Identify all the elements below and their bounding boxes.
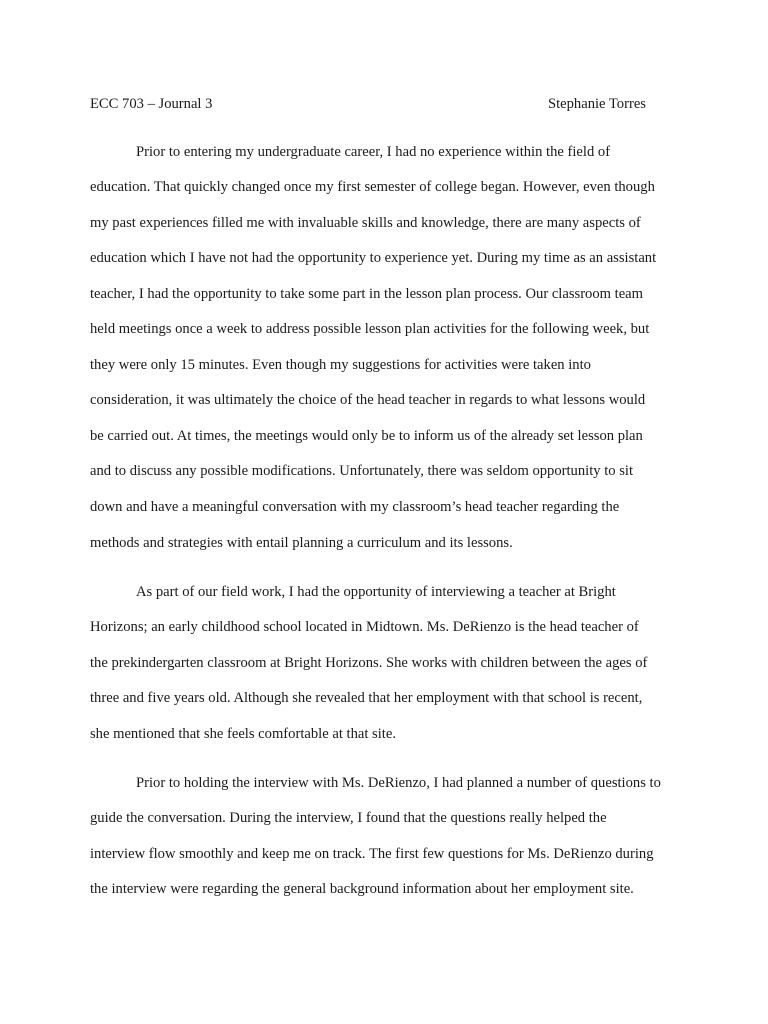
paragraph-1-line-9: be carried out. At times, the meetings would only be to inform us of the already set lesson plan [90, 428, 643, 444]
paragraph-2-line-1: As part of our field work, I had the opportunity of interviewing a teacher at Bright [136, 584, 616, 600]
author-name: Stephanie Torres [547, 96, 646, 112]
paragraph-1-line-12: methods and strategies with entail planning a curriculum and its lessons. [90, 535, 513, 551]
paragraph-1-line-2: education. That quickly changed once my first semester of college began. However, even though [90, 179, 655, 195]
paragraph-2-line-4: three and five years old. Although she revealed that her employment with that school is recent, [90, 690, 643, 706]
paragraph-1-line-4: education which I have not had the opportunity to experience yet. During my time as an assistant [90, 250, 657, 266]
paragraph-1-line-5: teacher, I had the opportunity to take some part in the lesson plan process. Our classroom team [90, 286, 644, 302]
paragraph-1-line-7: they were only 15 minutes. Even though my suggestions for activities were taken into [90, 357, 591, 373]
paragraph-1-line-1: Prior to entering my undergraduate career, I had no experience within the field of [136, 144, 611, 160]
course-journal-title: ECC 703 – Journal 3 [90, 96, 213, 112]
paragraph-1-line-6: held meetings once a week to address possible lesson plan activities for the following week, but [90, 321, 650, 337]
paragraph-1-line-11: down and have a meaningful conversation with my classroom’s head teacher regarding the [90, 499, 620, 515]
paragraph-3-line-4: the interview were regarding the general background information about her employment site. [90, 881, 634, 897]
document-header [90, 94, 646, 114]
paragraph-3-line-1: Prior to holding the interview with Ms. DeRienzo, I had planned a number of questions to [136, 775, 661, 791]
paragraph-1-line-10: and to discuss any possible modifications. Unfortunately, there was seldom opportunity to sit [90, 463, 633, 479]
paragraph-1-line-3: my past experiences filled me with invaluable skills and knowledge, there are many aspects of [90, 215, 641, 231]
paragraph-3-line-3: interview flow smoothly and keep me on track. The first few questions for Ms. DeRienzo during [90, 846, 654, 862]
paragraph-3-line-2: guide the conversation. During the interview, I found that the questions really helped the [90, 810, 607, 826]
paragraph-1-line-8: consideration, it was ultimately the choice of the head teacher in regards to what lessons would [90, 392, 646, 408]
paragraph-2-line-5: she mentioned that she feels comfortable at that site. [90, 726, 396, 742]
paragraph-2-line-3: the prekindergarten classroom at Bright Horizons. She works with children between the ages of [90, 655, 648, 671]
paragraph-2-line-2: Horizons; an early childhood school located in Midtown. Ms. DeRienzo is the head teacher of [90, 619, 639, 635]
